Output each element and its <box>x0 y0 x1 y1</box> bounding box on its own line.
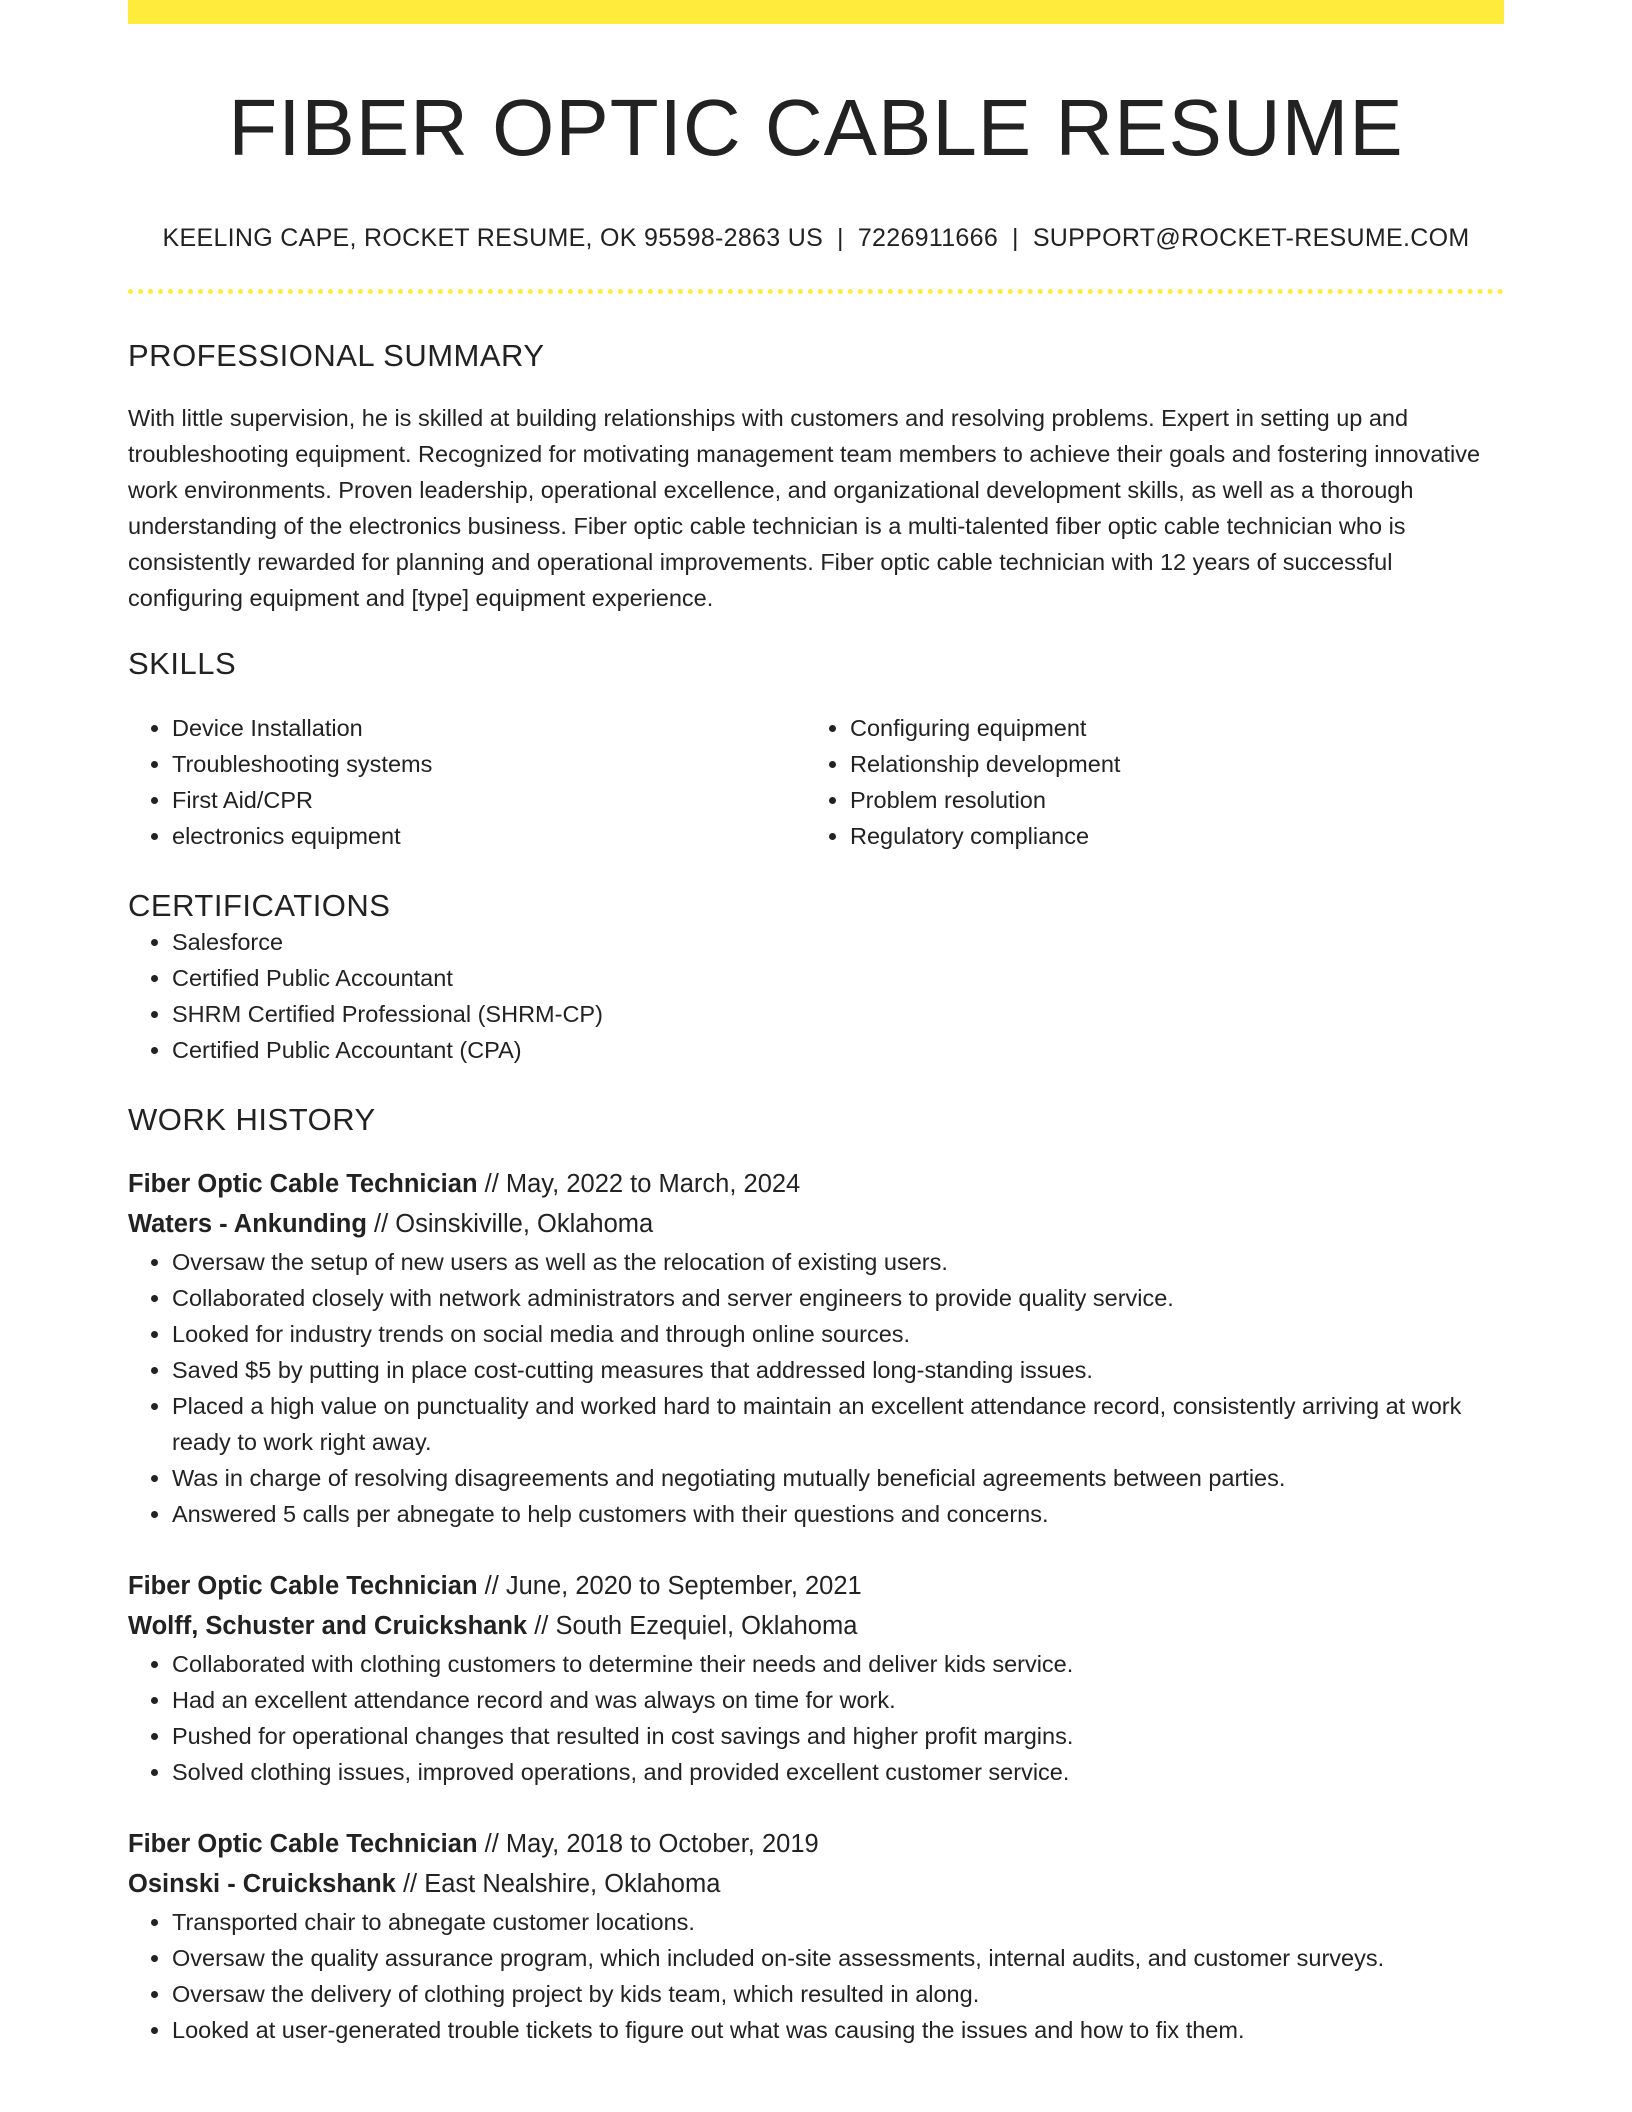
resume-title: FIBER OPTIC CABLE RESUME <box>228 83 1404 172</box>
skills-heading: SKILLS <box>128 646 237 681</box>
list-item: • Relationship development <box>850 746 1484 782</box>
list-item: • Certified Public Accountant <box>172 960 1504 996</box>
accent-top-bar <box>128 0 1504 24</box>
summary-text: With little supervision, he is skilled at building relationships with customers and resolving problems. Expert in setting up and troubleshooting equipment. Recognized for motivating management team members to achieve their goals and fostering innovative work environments. Proven leadership, operational excellence, and organizational development skills, as well as a thorough understanding of the electronics business. Fiber optic cable technician is a multi-talented fiber optic cable technician who is consistently rewarded for planning and operational improvements. Fiber optic cable technician with 12 years of successful configuring equipment and [type] equipment experience. <box>128 405 1481 611</box>
list-item: • Collaborated closely with network administrators and server engineers to provide quality service. <box>172 1280 1504 1316</box>
job-location: South Ezequiel, Oklahoma <box>555 1612 858 1640</box>
job-title-line: Fiber Optic Cable Technician // May, 2022 to March, 2024 <box>128 1170 801 1198</box>
list-item: • Device Installation <box>172 710 806 746</box>
job-title: Fiber Optic Cable Technician <box>128 1170 478 1198</box>
skills-list-left <box>128 710 806 854</box>
job-company-line: Osinski - Cruickshank // East Nealshire, Oklahoma <box>128 1870 721 1898</box>
job-bullets <box>128 1904 1504 2048</box>
list-item: • Placed a high value on punctuality and worked hard to maintain an excellent attendance record, consistently arriving at work ready to work right away. <box>172 1388 1504 1460</box>
job-bullets <box>128 1646 1504 1790</box>
dotted-divider <box>128 289 1504 294</box>
list-item: • Certified Public Accountant (CPA) <box>172 1032 1504 1068</box>
work-history-heading: WORK HISTORY <box>128 1102 376 1137</box>
job-dates: June, 2020 to September, 2021 <box>505 1572 862 1600</box>
job-company-line: Waters - Ankunding // Osinskiville, Oklahoma <box>128 1210 654 1238</box>
list-item: • Saved $5 by putting in place cost-cutting measures that addressed long-standing issues. <box>172 1352 1504 1388</box>
list-item: • First Aid/CPR <box>172 782 806 818</box>
job-title-line: Fiber Optic Cable Technician // May, 2018 to October, 2019 <box>128 1830 819 1858</box>
list-item: • Transported chair to abnegate customer locations. <box>172 1904 1504 1940</box>
skills-column-left <box>128 710 806 854</box>
contact-line <box>128 224 1504 253</box>
job-company-line: Wolff, Schuster and Cruickshank // South Ezequiel, Oklahoma <box>128 1612 858 1640</box>
skills-grid <box>128 710 1504 854</box>
job-company: Waters - Ankunding <box>128 1210 367 1238</box>
list-item: • Solved clothing issues, improved operations, and provided excellent customer service. <box>172 1754 1504 1790</box>
job-dates: May, 2018 to October, 2019 <box>505 1830 819 1858</box>
list-item: • Oversaw the delivery of clothing project by kids team, which resulted in along. <box>172 1976 1504 2012</box>
list-item: • Regulatory compliance <box>850 818 1484 854</box>
contact-separator: | <box>837 224 844 252</box>
skills-column-right <box>806 710 1484 854</box>
job-dates: May, 2022 to March, 2024 <box>505 1170 801 1198</box>
list-item: • Answered 5 calls per abnegate to help customers with their questions and concerns. <box>172 1496 1504 1532</box>
list-item: • Troubleshooting systems <box>172 746 806 782</box>
list-item: • Oversaw the quality assurance program, which included on-site assessments, internal audits, and customer surveys. <box>172 1940 1504 1976</box>
list-item: • electronics equipment <box>172 818 806 854</box>
contact-phone: 7226911666 <box>857 224 999 252</box>
job-location: Osinskiville, Oklahoma <box>395 1210 654 1238</box>
certifications-heading: CERTIFICATIONS <box>128 888 391 923</box>
contact-separator: | <box>1012 224 1019 252</box>
job-entry <box>128 1164 1504 1532</box>
job-location: East Nealshire, Oklahoma <box>424 1870 721 1898</box>
summary-heading: PROFESSIONAL SUMMARY <box>128 338 545 373</box>
job-company: Wolff, Schuster and Cruickshank <box>128 1612 528 1640</box>
skills-list-right <box>806 710 1484 854</box>
list-item: • Pushed for operational changes that resulted in cost savings and higher profit margins. <box>172 1718 1504 1754</box>
resume-page <box>128 0 1504 2048</box>
job-title-line: Fiber Optic Cable Technician // June, 2020 to September, 2021 <box>128 1572 862 1600</box>
certifications-list <box>128 924 1504 1068</box>
job-bullets <box>128 1244 1504 1532</box>
contact-email: SUPPORT@ROCKET-RESUME.COM <box>1032 224 1470 252</box>
list-item: • Was in charge of resolving disagreements and negotiating mutually beneficial agreements between parties. <box>172 1460 1504 1496</box>
list-item: • SHRM Certified Professional (SHRM-CP) <box>172 996 1504 1032</box>
list-item: • Had an excellent attendance record and was always on time for work. <box>172 1682 1504 1718</box>
job-title: Fiber Optic Cable Technician <box>128 1572 478 1600</box>
list-item: • Salesforce <box>172 924 1504 960</box>
list-item: • Oversaw the setup of new users as well as the relocation of existing users. <box>172 1244 1504 1280</box>
list-item: • Problem resolution <box>850 782 1484 818</box>
job-entry <box>128 1824 1504 2048</box>
job-title: Fiber Optic Cable Technician <box>128 1830 478 1858</box>
list-item: • Looked for industry trends on social media and through online sources. <box>172 1316 1504 1352</box>
list-item: • Configuring equipment <box>850 710 1484 746</box>
contact-address: KEELING CAPE, ROCKET RESUME, OK 95598-2863 US <box>162 224 824 252</box>
job-company: Osinski - Cruickshank <box>128 1870 396 1898</box>
list-item: • Collaborated with clothing customers to determine their needs and deliver kids service. <box>172 1646 1504 1682</box>
list-item: • Looked at user-generated trouble tickets to figure out what was causing the issues and how to fix them. <box>172 2012 1504 2048</box>
job-entry <box>128 1566 1504 1790</box>
